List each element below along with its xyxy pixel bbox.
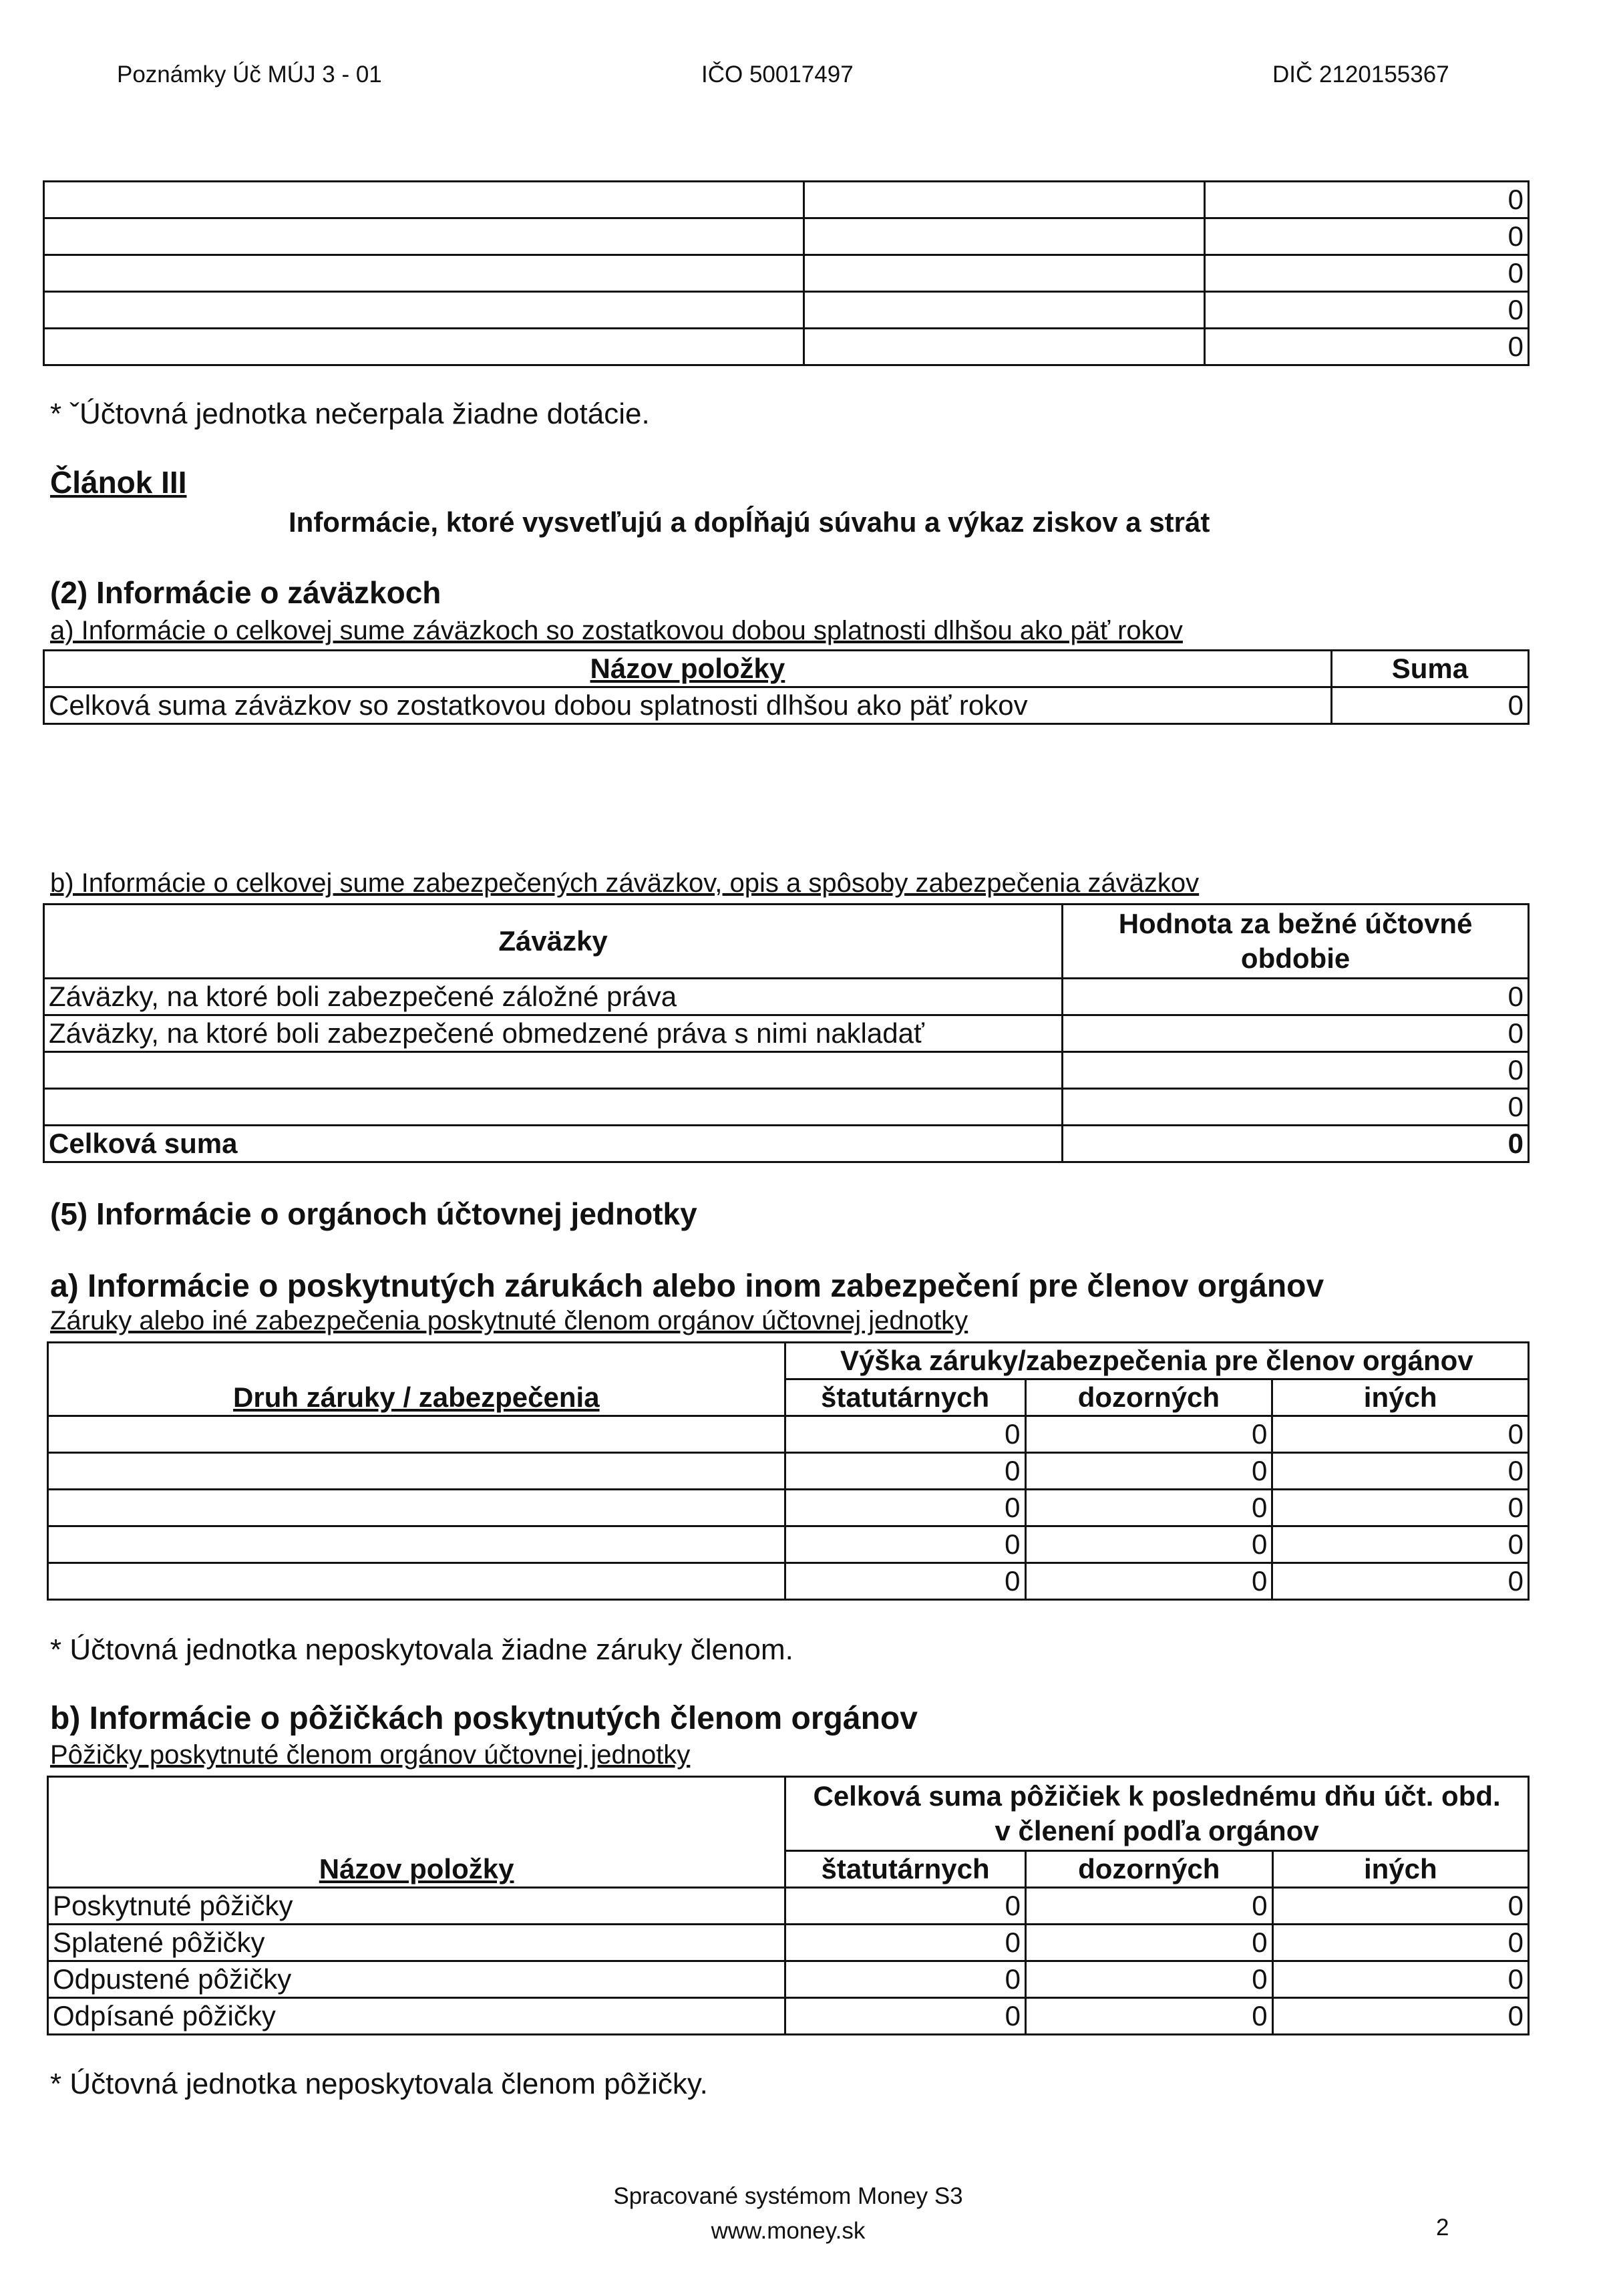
section5-title: (5) Informácie o orgánoch účtovnej jednotky — [50, 1196, 697, 1231]
value-cell: 0 — [1204, 255, 1528, 292]
row-label — [44, 1052, 1063, 1089]
table-row — [44, 292, 1529, 329]
top-table — [43, 180, 1530, 366]
table-row: Splatené pôžičky 0 0 0 — [48, 1925, 1529, 1961]
value-cell: 0 — [1204, 182, 1528, 218]
col-value-header-line2: obdobie — [1240, 943, 1351, 974]
col-name-header: Druh záruky / zabezpečenia — [48, 1343, 785, 1416]
section5a-subheading: Záruky alebo iné zabezpečenia poskytnuté členom orgánov účtovnej jednotky — [50, 1306, 968, 1335]
col-other-header: iných — [1272, 1379, 1529, 1416]
row-label: Záväzky, na ktoré boli zabezpečené obmedzené práva s nimi nakladať — [44, 1015, 1063, 1052]
article-title: Článok III — [50, 465, 187, 500]
table-row: 0 0 0 — [48, 1453, 1529, 1490]
section5a-title: a) Informácie o poskytnutých zárukách alebo inom zabezpečení pre členov orgánov — [50, 1269, 1324, 1304]
table-row — [44, 1015, 1529, 1052]
table-header-row — [48, 1777, 1529, 1851]
table-row — [44, 979, 1529, 1015]
col-value-header — [1063, 905, 1529, 979]
total-row — [44, 1126, 1529, 1162]
section2-title: (2) Informácie o záväzkoch — [50, 575, 441, 610]
row-label: Poskytnuté pôžičky — [48, 1888, 785, 1925]
table-row: Odpustené pôžičky 0 0 0 — [48, 1961, 1529, 1998]
row-label: Odpísané pôžičky — [48, 1998, 785, 2035]
footer-website[interactable]: www.money.sk — [711, 2218, 866, 2244]
section2b-heading: b) Informácie o celkovej sume zabezpečených záväzkov, opis a spôsoby zabezpečenia záväzkov — [50, 868, 1200, 898]
table-row: 0 0 0 — [48, 1490, 1529, 1526]
section5b-title: b) Informácie o pôžičkách poskytnutých členom orgánov — [50, 1701, 918, 1736]
col-statutory-header: štatutárnych — [785, 1851, 1026, 1888]
table-row: 0 0 0 — [48, 1416, 1529, 1453]
table-header-row — [48, 1343, 1529, 1379]
table-header-row — [44, 651, 1529, 687]
group-header — [785, 1777, 1529, 1851]
row-value: 0 — [1063, 1052, 1529, 1089]
header-dic: DIČ 2120155367 — [1272, 61, 1449, 88]
guarantees-table — [47, 1341, 1530, 1601]
col-name-header: Názov položky — [48, 1777, 785, 1888]
secured-liabilities-table — [43, 903, 1530, 1163]
liabilities-5y-table — [43, 649, 1530, 725]
header-left: Poznámky Úč MÚJ 3 - 01 — [117, 61, 382, 88]
table-row: 0 0 0 — [48, 1563, 1529, 1600]
table-row — [44, 255, 1529, 292]
footer-system: Spracované systémom Money S3 — [613, 2183, 963, 2209]
value-cell: 0 — [1204, 218, 1528, 255]
col-other-header: iných — [1272, 1851, 1528, 1888]
col-name-header: Názov položky — [44, 651, 1332, 687]
total-label: Celková suma — [44, 1126, 1063, 1162]
note-loans: * Účtovná jednotka neposkytovala členom pôžičky. — [50, 2068, 708, 2100]
row-label: Odpustené pôžičky — [48, 1961, 785, 1998]
table-row — [44, 687, 1529, 724]
table-row — [44, 329, 1529, 365]
table-row — [44, 1052, 1529, 1089]
row-value: 0 — [1063, 1015, 1529, 1052]
note-guarantees: * Účtovná jednotka neposkytovala žiadne záruky členom. — [50, 1633, 793, 1666]
table-row — [44, 1089, 1529, 1126]
table-row — [44, 182, 1529, 218]
loans-table — [47, 1776, 1530, 2035]
table-row: 0 0 0 — [48, 1526, 1529, 1563]
page-number: 2 — [1436, 2215, 1449, 2241]
table-row: Odpísané pôžičky 0 0 0 — [48, 1998, 1529, 2035]
table-header-row — [44, 905, 1529, 979]
article-subtitle: Informácie, ktoré vysvetľujú a dopĺňajú súvahu a výkaz ziskov a strát — [289, 506, 1210, 538]
row-label: Záväzky, na ktoré boli zabezpečené záložné práva — [44, 979, 1063, 1015]
total-value: 0 — [1063, 1126, 1529, 1162]
value-cell: 0 — [1204, 329, 1528, 365]
col-supervisory-header: dozorných — [1025, 1379, 1272, 1416]
col-statutory-header: štatutárnych — [785, 1379, 1025, 1416]
row-label — [44, 1089, 1063, 1126]
table-row — [44, 218, 1529, 255]
row-value: 0 — [1331, 687, 1528, 724]
col-supervisory-header: dozorných — [1025, 1851, 1272, 1888]
row-label: Celková suma záväzkov so zostatkovou dobou splatnosti dlhšou ako päť rokov — [44, 687, 1332, 724]
group-header-line1: Celková suma pôžičiek k poslednému dňu účt. obd. — [813, 1780, 1501, 1812]
section5b-subheading: Pôžičky poskytnuté členom orgánov účtovnej jednotky — [50, 1740, 691, 1770]
row-label: Splatené pôžičky — [48, 1925, 785, 1961]
section2a-heading: a) Informácie o celkovej sume záväzkoch so zostatkovou dobou splatnosti dlhšou ako päť rokov — [50, 616, 1183, 645]
table-row: Poskytnuté pôžičky 0 0 0 — [48, 1888, 1529, 1925]
group-header: Výška záruky/zabezpečenia pre členov orgánov — [785, 1343, 1528, 1379]
col-sum-header: Suma — [1331, 651, 1528, 687]
note-dotacie: * ˇÚčtovná jednotka nečerpala žiadne dotácie. — [50, 397, 650, 430]
col-name-header: Záväzky — [44, 905, 1063, 979]
col-value-header-line1: Hodnota za bežné účtovné — [1118, 908, 1473, 939]
header-ico: IČO 50017497 — [701, 61, 854, 88]
value-cell: 0 — [1204, 292, 1528, 329]
row-value: 0 — [1063, 1089, 1529, 1126]
row-value: 0 — [1063, 979, 1529, 1015]
group-header-line2: v členení podľa orgánov — [995, 1815, 1319, 1846]
